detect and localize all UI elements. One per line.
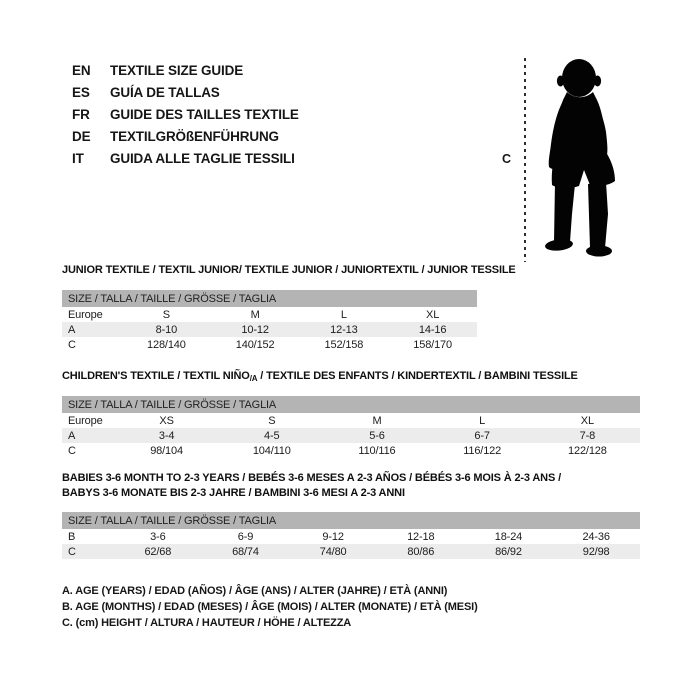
height-measure-dashed-line (524, 58, 526, 262)
footnote-c: C. (cm) HEIGHT / ALTURA / HAUTEUR / HÖHE / ALTEZZA (62, 617, 352, 629)
row-label: C (68, 338, 76, 351)
size-cell: 24-36 (582, 530, 610, 543)
table-header: SIZE / TALLA / TAILLE / GRÖSSE / TAGLIA (62, 396, 640, 413)
footnote-list (62, 583, 478, 631)
children-title-post: / TEXTILE DES ENFANTS / KINDERTEXTIL / BAMBINI TESSILE (257, 370, 578, 382)
size-cell: 18-24 (494, 530, 523, 543)
size-cell: L (479, 414, 486, 427)
row-label: C (68, 444, 76, 457)
babies-size-table (62, 512, 640, 559)
table-row (62, 428, 640, 443)
babies-title-line2: BABYS 3-6 MONATE BIS 2-3 JAHRE / BAMBINI 3-6 MESI A 2-3 ANNI (62, 486, 405, 499)
language-row (72, 60, 299, 82)
size-cell: 74/80 (319, 545, 347, 558)
language-row (72, 82, 299, 104)
size-cell: 12-18 (407, 530, 435, 543)
language-row (72, 148, 299, 170)
language-row (72, 126, 299, 148)
size-cell: 62/68 (144, 545, 172, 558)
junior-section-title: JUNIOR TEXTILE / TEXTIL JUNIOR/ TEXTILE JUNIOR / JUNIORTEXTIL / JUNIOR TESSILE (62, 264, 516, 276)
size-cell: 110/116 (358, 444, 396, 457)
junior-size-table (62, 290, 477, 352)
size-cell: 5-6 (369, 429, 385, 442)
table-row (62, 443, 640, 458)
size-cell: 104/110 (252, 444, 291, 457)
row-label: Europe (68, 414, 103, 427)
row-label: A (68, 429, 76, 442)
size-cell: 152/158 (324, 338, 364, 351)
row-label: A (68, 323, 76, 336)
size-cell: 116/122 (463, 444, 502, 457)
size-cell: 98/104 (150, 444, 183, 457)
babies-section-title (62, 471, 561, 500)
table-header: SIZE / TALLA / TAILLE / GRÖSSE / TAGLIA (62, 290, 477, 307)
size-cell: 80/86 (407, 545, 435, 558)
size-cell: 7-8 (579, 429, 596, 442)
babies-title-line1: BABIES 3-6 MONTH TO 2-3 YEARS / BEBÉS 3-6 MESES A 2-3 AÑOS / BÉBÉS 3-6 MOIS À 2-3 ANS / (62, 472, 561, 484)
language-code: DE (72, 129, 91, 144)
children-title-sub: /A (249, 374, 258, 383)
size-cell: 128/140 (147, 338, 186, 351)
size-cell: 12-13 (330, 323, 358, 336)
size-cell: S (162, 308, 170, 321)
row-label: C (68, 545, 76, 558)
language-row (72, 104, 299, 126)
size-cell: S (268, 414, 276, 427)
guide-title: TEXTILE SIZE GUIDE (110, 63, 244, 78)
footnote-a: A. AGE (YEARS) / EDAD (AÑOS) / ÂGE (ANS) / ALTER (JAHRE) / ETÀ (ANNI) (62, 585, 448, 597)
children-title-pre: CHILDREN'S TEXTILE / TEXTIL NIÑO (62, 370, 250, 382)
size-cell: 8-10 (155, 323, 178, 336)
language-code: ES (72, 85, 90, 100)
size-cell: 68/74 (232, 545, 259, 558)
guide-title: GUIDE DES TAILLES TEXTILE (110, 107, 299, 122)
size-cell: 3-6 (150, 530, 166, 543)
guide-title: GUIDA ALLE TAGLIE TESSILI (110, 151, 295, 166)
size-cell: 92/98 (582, 545, 610, 558)
table-row (62, 529, 640, 544)
table-row (62, 322, 477, 337)
size-cell: L (340, 308, 347, 321)
size-cell: 4-5 (264, 429, 280, 442)
language-code: EN (72, 63, 91, 78)
size-cell: 122/128 (568, 444, 607, 457)
size-cell: 86/92 (495, 545, 522, 558)
row-label: Europe (68, 308, 103, 321)
table-row (62, 337, 477, 352)
guide-title: TEXTILGRÖßENFÜHRUNG (110, 129, 279, 144)
language-title-list (72, 60, 299, 170)
table-row (62, 413, 640, 428)
size-cell: M (250, 308, 260, 321)
row-label: B (68, 530, 76, 543)
size-cell: 14-16 (418, 323, 447, 336)
table-header: SIZE / TALLA / TAILLE / GRÖSSE / TAGLIA (62, 512, 640, 529)
guide-title: GUÍA DE TALLAS (110, 85, 220, 100)
footnote-b: B. AGE (MONTHS) / EDAD (MESES) / ÂGE (MOIS) / ALTER (MONATE) / ETÀ (MESI) (62, 601, 478, 613)
size-cell: XL (580, 414, 594, 427)
size-cell: XS (159, 414, 174, 427)
size-cell: M (372, 414, 382, 427)
size-cell: 10-12 (241, 323, 269, 336)
language-code: IT (72, 151, 84, 166)
table-row (62, 544, 640, 559)
size-cell: XL (426, 308, 440, 321)
size-cell: 6-9 (237, 530, 254, 543)
language-code: FR (72, 107, 90, 122)
size-cell: 140/152 (235, 338, 275, 351)
size-cell: 6-7 (474, 429, 490, 442)
children-section-title (62, 370, 578, 382)
children-size-table (62, 396, 640, 458)
baby-silhouette-icon (533, 56, 628, 261)
size-cell: 3-4 (158, 429, 175, 442)
size-cell: 9-12 (322, 530, 344, 543)
height-measure-label: C (502, 152, 511, 166)
table-row (62, 307, 477, 322)
size-cell: 158/170 (413, 338, 452, 351)
